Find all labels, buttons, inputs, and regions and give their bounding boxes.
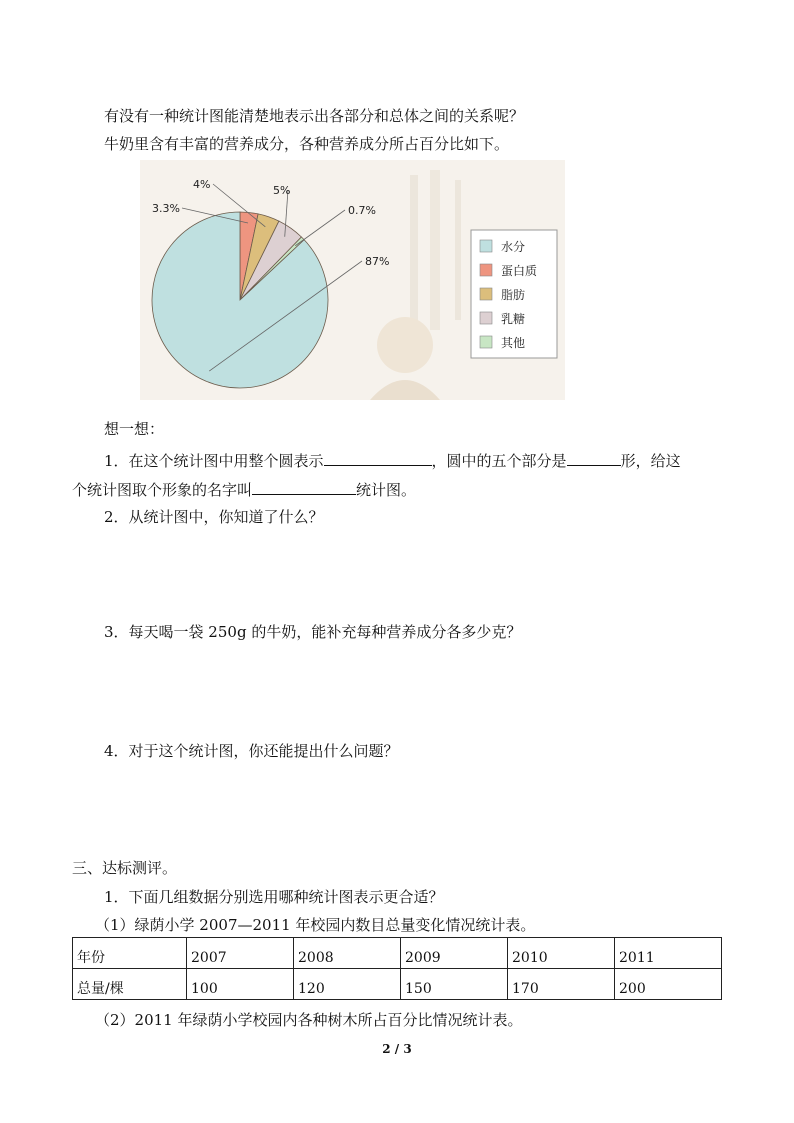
answer-blank-1[interactable] <box>324 449 432 466</box>
q1-part-d: 个统计图取个形象的名字叫 <box>72 481 253 499</box>
page-number: 2 / 3 <box>382 1042 412 1056</box>
table-cell-year: 2009 <box>401 938 508 969</box>
table-row-totals <box>73 969 722 1000</box>
percent-label: 3.3% <box>152 202 180 215</box>
legend-swatch <box>480 312 492 324</box>
legend-label: 脂肪 <box>501 288 526 302</box>
table-cell-year: 2008 <box>294 938 401 969</box>
table-cell-value: 200 <box>615 969 722 1000</box>
section-3-sub-1: （1）绿荫小学 2007—2011 年校园内数目总量变化情况统计表。 <box>95 916 536 934</box>
chart-legend <box>471 230 557 358</box>
legend-swatch <box>480 240 492 252</box>
q1-part-b: ，圆中的五个部分是 <box>431 452 567 470</box>
section-3-question-1: 1．下面几组数据分别选用哪种统计图表示更合适？ <box>104 888 444 906</box>
section-3-sub-2: （2）2011 年绿荫小学校园内各种树木所占百分比情况统计表。 <box>95 1011 523 1029</box>
milk-nutrition-figure <box>140 160 565 400</box>
table-cell-year: 2010 <box>508 938 615 969</box>
percent-label: 5% <box>273 184 291 197</box>
table-cell-year: 2007 <box>187 938 294 969</box>
legend-label: 水分 <box>501 240 526 254</box>
legend-swatch <box>480 336 492 348</box>
q1-part-e: 统计图。 <box>356 481 417 499</box>
question-1-line-2 <box>72 478 416 500</box>
percent-label: 0.7% <box>348 204 376 217</box>
intro-line-2: 牛奶里含有丰富的营养成分，各种营养成分所占百分比如下。 <box>104 135 510 153</box>
table-row-years <box>73 938 722 969</box>
leader-line <box>295 210 345 246</box>
answer-blank-3[interactable] <box>252 478 356 495</box>
legend-swatch <box>480 264 492 276</box>
table-cell-value: 100 <box>187 969 294 1000</box>
question-2: 2．从统计图中，你知道了什么？ <box>104 508 324 526</box>
answer-blank-2[interactable] <box>567 449 621 466</box>
table-cell-year: 2011 <box>615 938 722 969</box>
pie-chart <box>140 160 565 400</box>
tree-total-table <box>72 937 722 1000</box>
table-cell-value: 150 <box>401 969 508 1000</box>
table-row-label: 总量/棵 <box>73 969 187 1000</box>
question-1-line-1 <box>104 449 681 471</box>
q1-part-c: 形，给这 <box>620 452 681 470</box>
question-3: 3．每天喝一袋 250g 的牛奶，能补充每种营养成分各多少克？ <box>104 623 522 641</box>
background-decoration <box>370 170 461 400</box>
table-header-label: 年份 <box>73 938 187 969</box>
question-4: 4．对于这个统计图，你还能提出什么问题？ <box>104 742 399 760</box>
think-title: 想一想： <box>104 420 165 438</box>
intro-line-1: 有没有一种统计图能清楚地表示出各部分和总体之间的关系呢？ <box>104 107 525 125</box>
legend-label: 其他 <box>501 336 526 350</box>
table-cell-value: 120 <box>294 969 401 1000</box>
percent-label: 87% <box>365 255 390 268</box>
section-3-title: 三、达标测评。 <box>72 859 178 877</box>
table-cell-value: 170 <box>508 969 615 1000</box>
legend-label: 蛋白质 <box>501 264 538 278</box>
percent-label: 4% <box>193 178 211 191</box>
legend-swatch <box>480 288 492 300</box>
q1-part-a: 1．在这个统计图中用整个圆表示 <box>104 452 324 470</box>
legend-label: 乳糖 <box>501 312 526 326</box>
